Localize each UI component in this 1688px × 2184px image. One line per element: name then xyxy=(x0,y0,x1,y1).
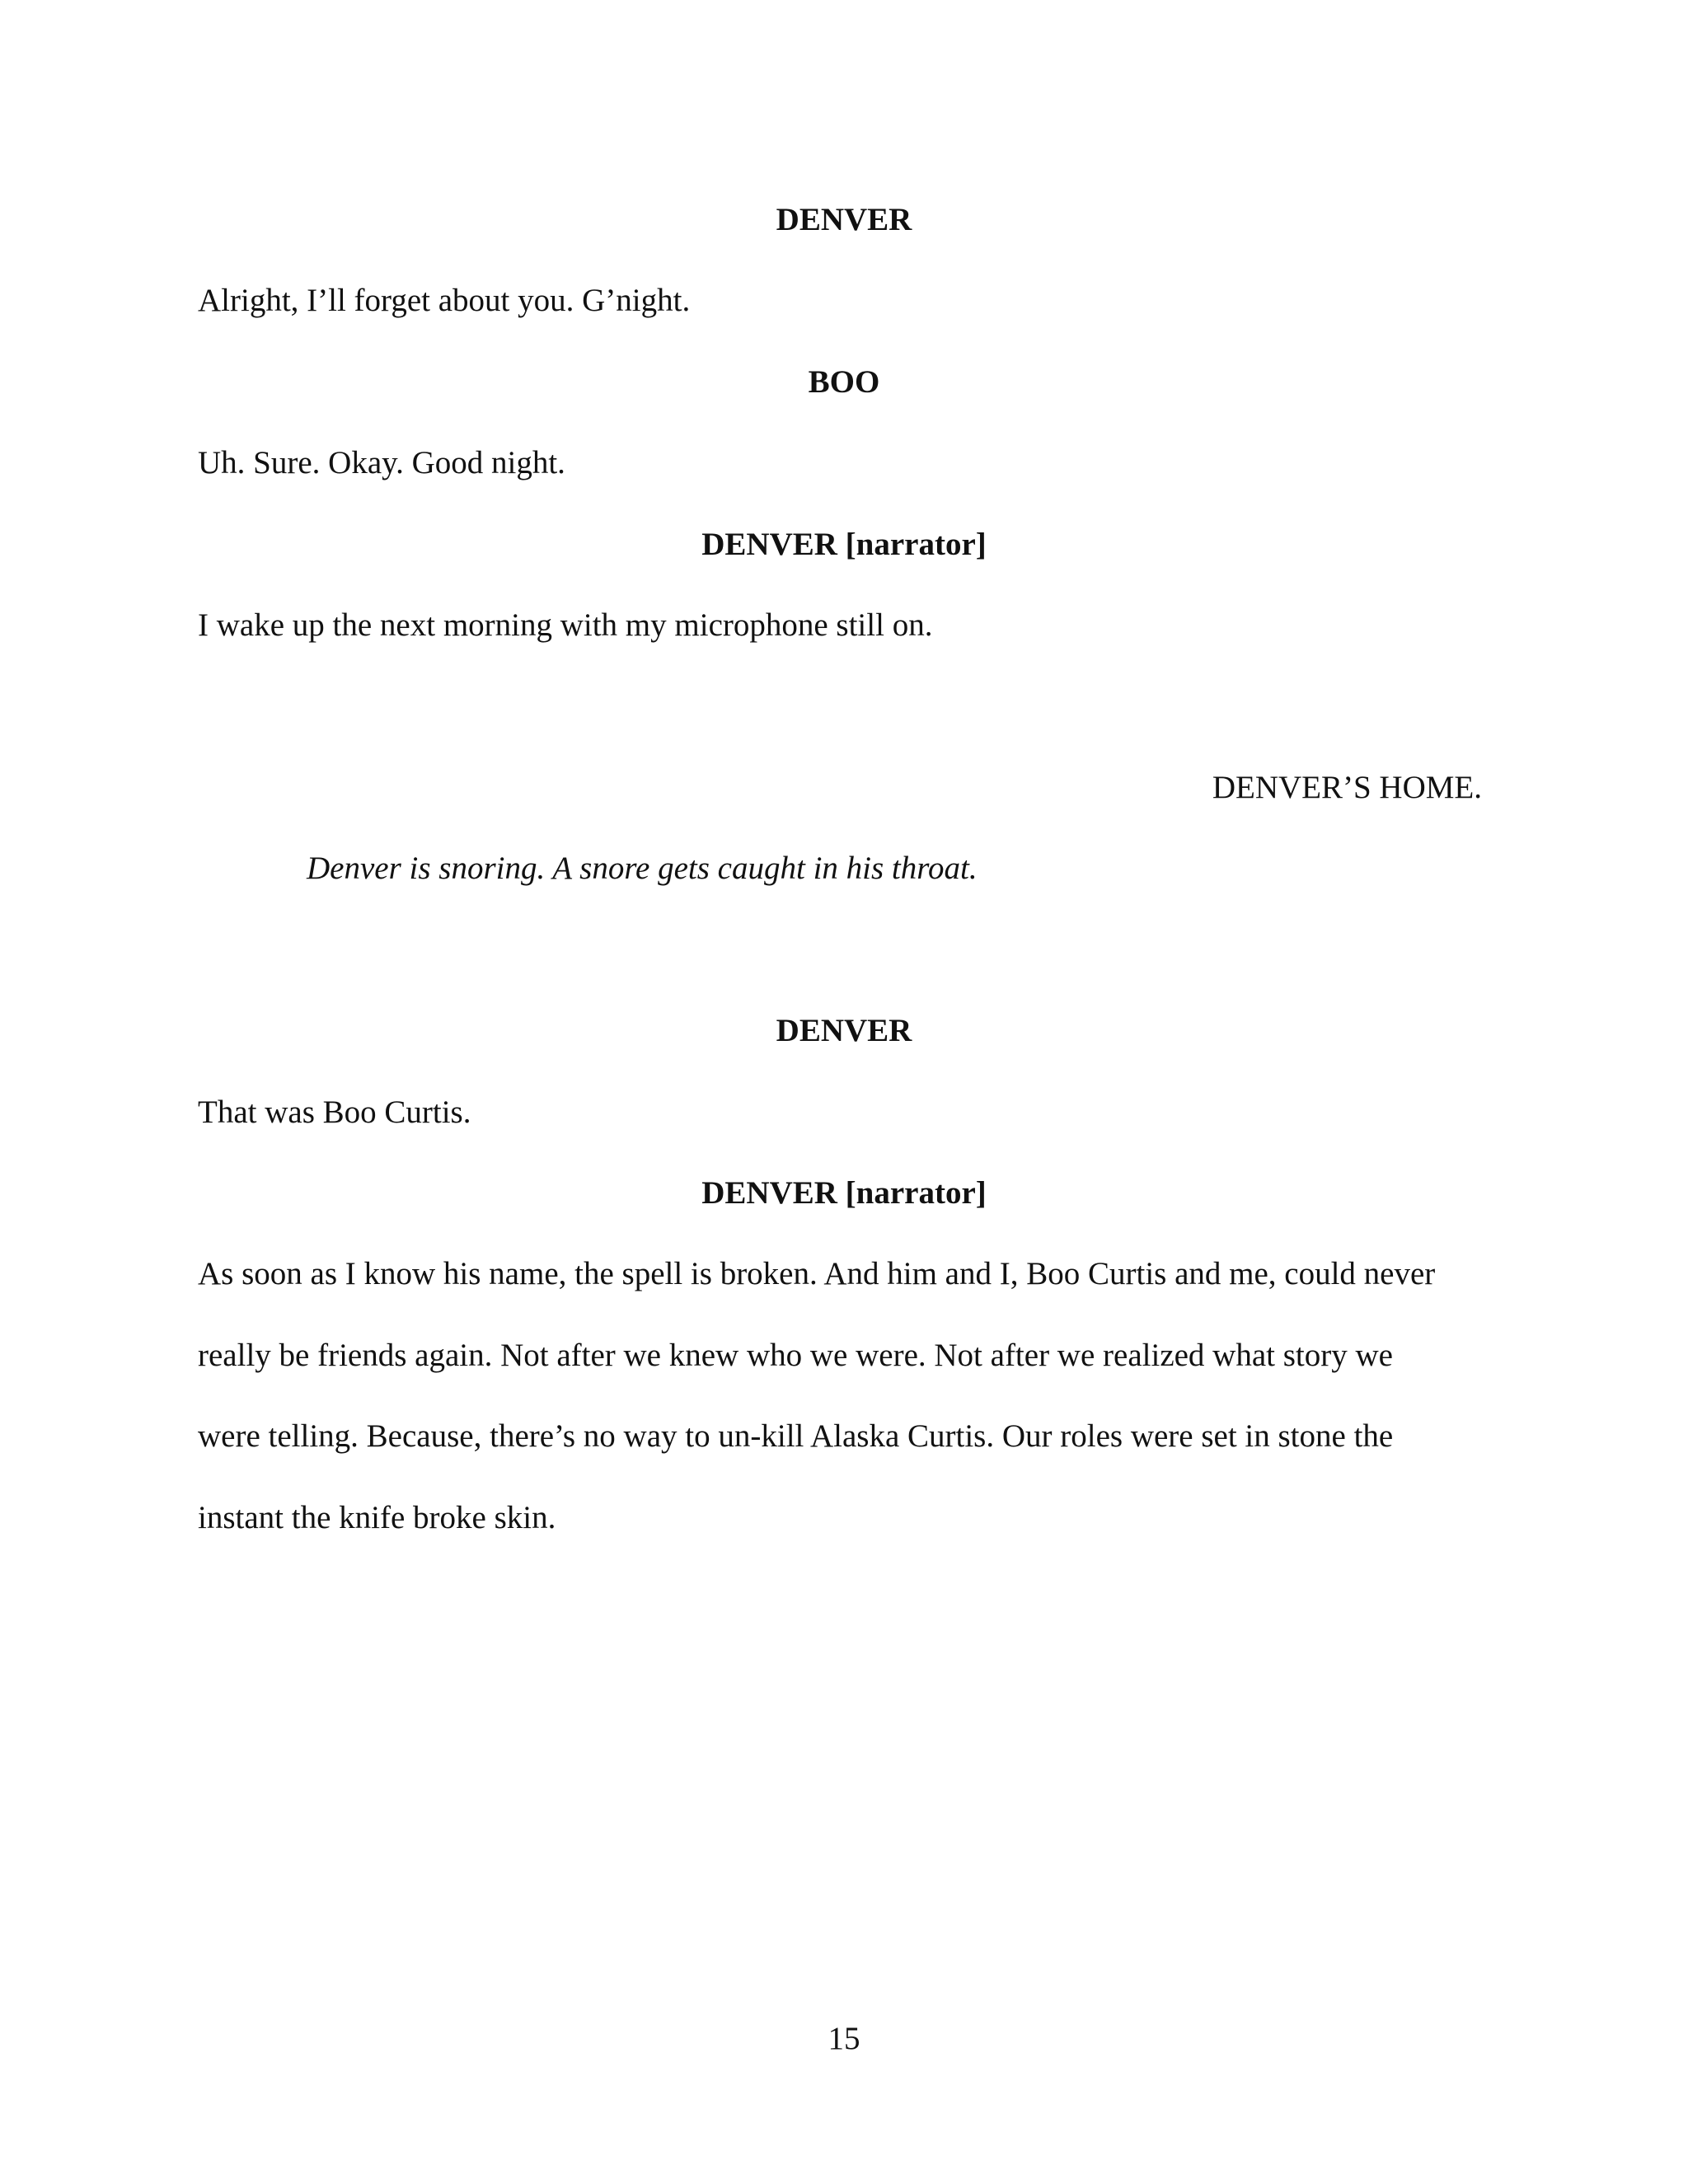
dialogue-line: I wake up the next morning with my microphone still on. xyxy=(198,607,933,643)
page-number: 15 xyxy=(828,2021,860,2056)
paragraph-line: really be friends again. Not after we knew who we were. Not after we realized what story we xyxy=(198,1338,1393,1373)
stage-direction: Denver is snoring. A snore gets caught in his throat. xyxy=(307,851,978,886)
paragraph-line: instant the knife broke skin. xyxy=(198,1500,556,1535)
character-name: BOO xyxy=(808,364,880,400)
character-name: DENVER [narrator] xyxy=(701,527,987,562)
paragraph-line: were telling. Because, there’s no way to un-kill Alaska Curtis. Our roles were set in stone the xyxy=(198,1418,1394,1454)
dialogue-line: Alright, I’ll forget about you. G’night. xyxy=(198,283,691,318)
paragraph-line: As soon as I know his name, the spell is broken. And him and I, Boo Curtis and me, could never xyxy=(198,1256,1436,1291)
dialogue-line: That was Boo Curtis. xyxy=(198,1094,471,1130)
character-name: DENVER xyxy=(776,1013,912,1048)
scene-heading: DENVER’S HOME. xyxy=(1212,770,1482,805)
character-name: DENVER xyxy=(776,202,912,237)
dialogue-line: Uh. Sure. Okay. Good night. xyxy=(198,445,565,480)
character-name: DENVER [narrator] xyxy=(701,1175,987,1211)
